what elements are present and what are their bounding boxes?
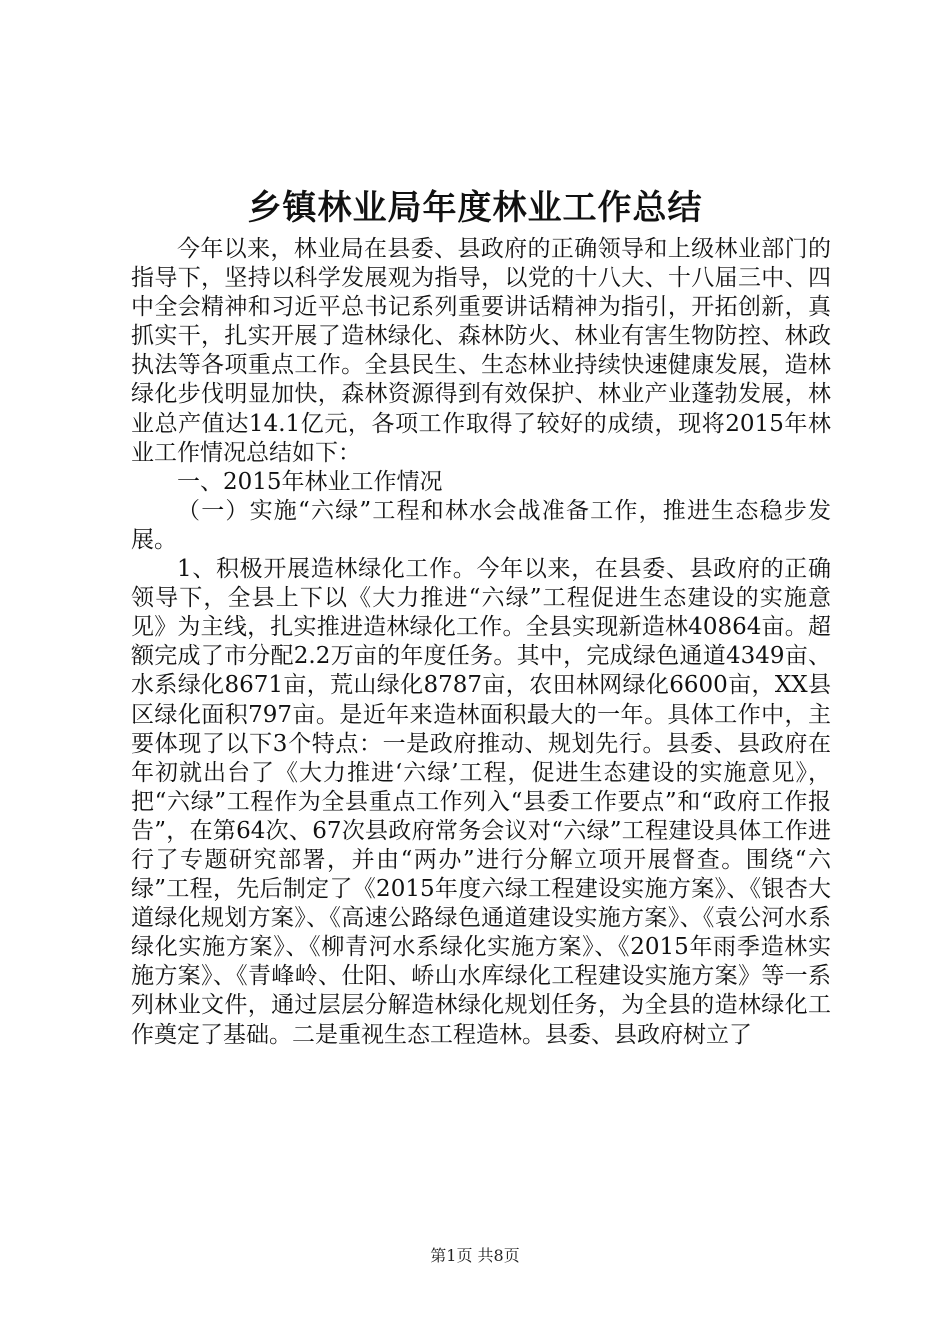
document-title: 乡镇林业局年度林业工作总结 [247,188,703,228]
document-body [131,235,831,1050]
page-footer: 第1页 共8页 [430,1246,520,1265]
heading-section-1: 一、2015年林业工作情况 [177,468,443,495]
paragraph-intro: 今年以来，林业局在县委、县政府的正确领导和上级林业部门的指导下，坚持以科学发展观为指导，以党的十八大、十八届三中、四中全会精神和习近平总书记系列重要讲话精神为指引，开拓创新，真抓实干，扎实开展了造林绿化、森林防火、林业有害生物防控、林政执法等各项重点工作。全县民生、生态林业持续快速健康发展，造林绿化步伐明显加快，森林资源得到有效保护、林业产业蓬勃发展，林业总产值达14.1亿元，各项工作取得了较好的成绩，现将2015年林业工作情况总结如下： [131,236,831,466]
paragraph-afforestation: 1、积极开展造林绿化工作。今年以来，在县委、县政府的正确领导下，全县上下以《大力推进“六绿”工程促进生态建设的实施意见》为主线，扎实推进造林绿化工作。全县实现新造林40864亩。超额完成了市分配2.2万亩的年度任务。其中，完成绿色通道4349亩、水系绿化8671亩，荒山绿化8787亩，农田林网绿化6600亩，XX县区绿化面积797亩。是近年来造林面积最大的一年。具体工作中，主要体现了以下3个特点：一是政府推动、规划先行。县委、县政府在年初就出台了《大力推进‘六绿’工程，促进生态建设的实施意见》，把“六绿”工程作为全县重点工作列入“县委工作要点”和“政府工作报告”，在第64次、67次县政府常务会议对“六绿”工程建设具体工作进行了专题研究部署，并由“两办”进行分解立项开展督查。围绕“六绿”工程，先后制定了《2015年度六绿工程建设实施方案》、《银杏大道绿化规划方案》、《高速公路绿色通道建设实施方案》、《袁公河水系绿化实施方案》、《柳青河水系绿化实施方案》、《2015年雨季造林实施方案》、《青峰岭、仕阳、峤山水库绿化工程建设实施方案》等一系列林业文件，通过层层分解造林绿化规划任务，为全县的造林绿化工作奠定了基础。二是重视生态工程造林。县委、县政府树立了 [131,556,831,1048]
subheading-1: （一）实施“六绿”工程和林水会战准备工作，推进生态稳步发展。 [131,497,831,553]
